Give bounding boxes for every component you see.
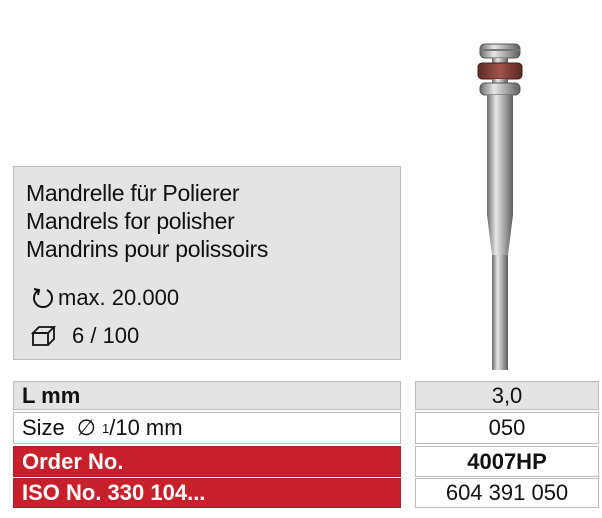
size-label-cell: Size ∅ 1 / 10 mm <box>13 412 401 444</box>
package-quantity: 6 / 100 <box>72 323 140 348</box>
iso-value: 604 391 050 <box>415 478 599 508</box>
order-label: Order No. <box>13 446 401 477</box>
size-unit-denominator: 10 mm <box>115 415 183 440</box>
size-unit-numerator: 1 <box>101 420 110 436</box>
rotation-arrow-icon <box>30 285 56 311</box>
diameter-symbol: ∅ <box>76 415 96 440</box>
max-speed-row <box>30 285 179 311</box>
length-value: 3,0 <box>415 381 599 410</box>
title-french: Mandrins pour polissoirs <box>26 236 269 262</box>
package-box-icon <box>30 324 58 348</box>
title-english: Mandrels for polisher <box>26 208 235 234</box>
product-info-panel <box>13 166 401 360</box>
mandrel-product-image <box>460 40 540 370</box>
max-speed-value: max. 20.000 <box>58 285 180 310</box>
length-label: L mm <box>13 381 401 410</box>
package-row <box>30 323 139 349</box>
order-value: 4007HP <box>415 446 599 477</box>
size-value: 050 <box>415 412 599 444</box>
title-german: Mandrelle für Polierer <box>26 180 240 206</box>
iso-label: ISO No. 330 104... <box>13 478 401 508</box>
size-label: Size <box>22 415 65 440</box>
